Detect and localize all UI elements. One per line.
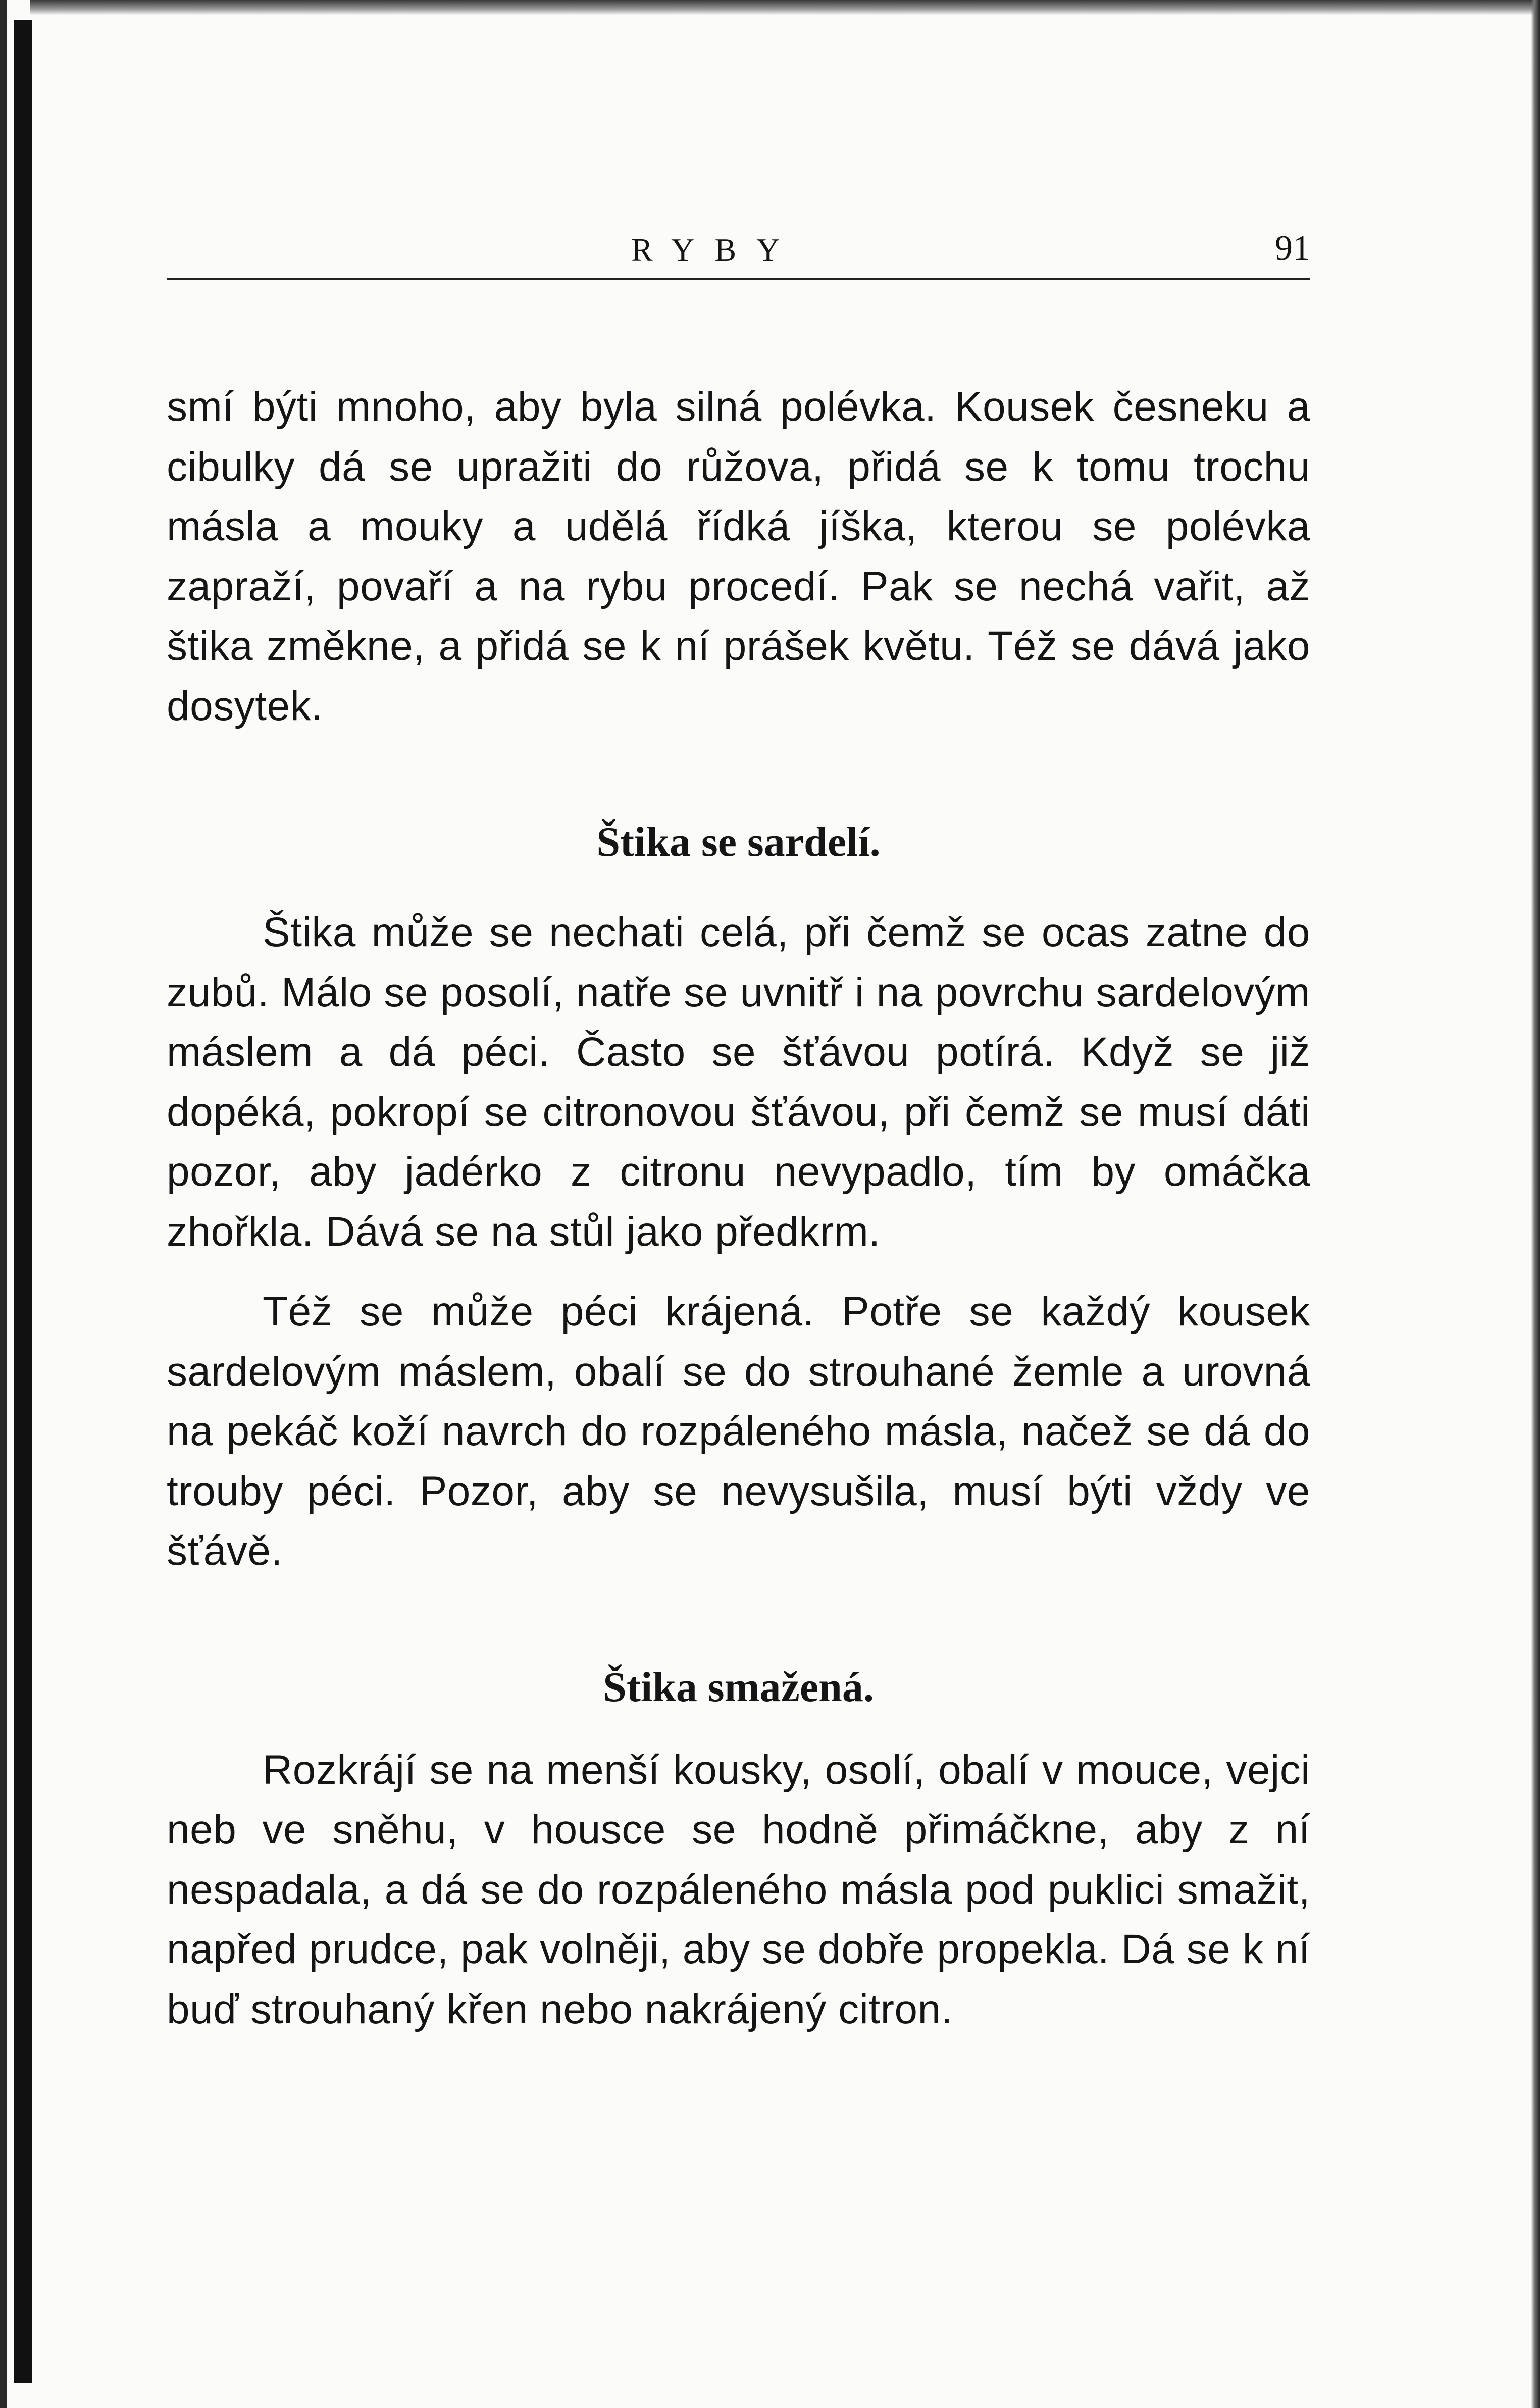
section-heading-stika-smazena: Štika smažená.	[603, 1663, 874, 1711]
scan-top-edge	[30, 0, 1540, 15]
paragraph: Štika může se nechati celá, při čemž se ocas zatne do zubů. Málo se posolí, natře se uvnitř i na povrchu sardelovým máslem a dá péci. Často se šťávou potírá. Když se již dopéká, pokropí se citronovou šťávou, při čemž se musí dáti pozor, aby jadérko z citronu nevypadlo, tím by omáčka zhořkla. Dává se na stůl jako předkrm.	[167, 909, 1310, 1255]
scan-left-edge	[0, 0, 7, 2408]
continued-paragraph: smí býti mnoho, aby byla silná polévka. Kousek česneku a cibulky dá se upražiti do růžova, přidá se k tomu trochu másla a mouky a udělá řídká jíška, kterou se polévka zapraží, povaří a na rybu procedí. Pak se nechá vařit, až štika změkne, a přidá se k ní prášek květu. Též se dává jako dosytek.	[167, 384, 1310, 729]
section-heading-stika-se-sardeli: Štika se sardelí.	[596, 818, 881, 865]
scan-right-edge	[1531, 0, 1540, 2408]
book-page	[167, 217, 1310, 2039]
running-head: RYBY	[631, 232, 800, 268]
page-header	[167, 217, 1310, 280]
paragraph: Též se může péci krájená. Potře se každý kousek sardelovým máslem, obalí se do strouhané žemle a urovná na pekáč koží navrch do rozpáleného másla, načež se dá do trouby péci. Pozor, aby se nevysušila, musí býti vždy ve šťávě.	[167, 1289, 1310, 1574]
book-spine-shadow	[14, 20, 32, 2383]
page-number: 91	[1275, 229, 1310, 268]
paragraph: Rozkrájí se na menší kousky, osolí, obalí v mouce, vejci neb ve sněhu, v housce se hodně přimáčkne, aby z ní nespadala, a dá se do rozpáleného másla pod puklici smažit, napřed prudce, pak volněji, aby se dobře propekla. Dá se k ní buď strouhaný křen nebo nakrájený citron.	[167, 1747, 1310, 2032]
